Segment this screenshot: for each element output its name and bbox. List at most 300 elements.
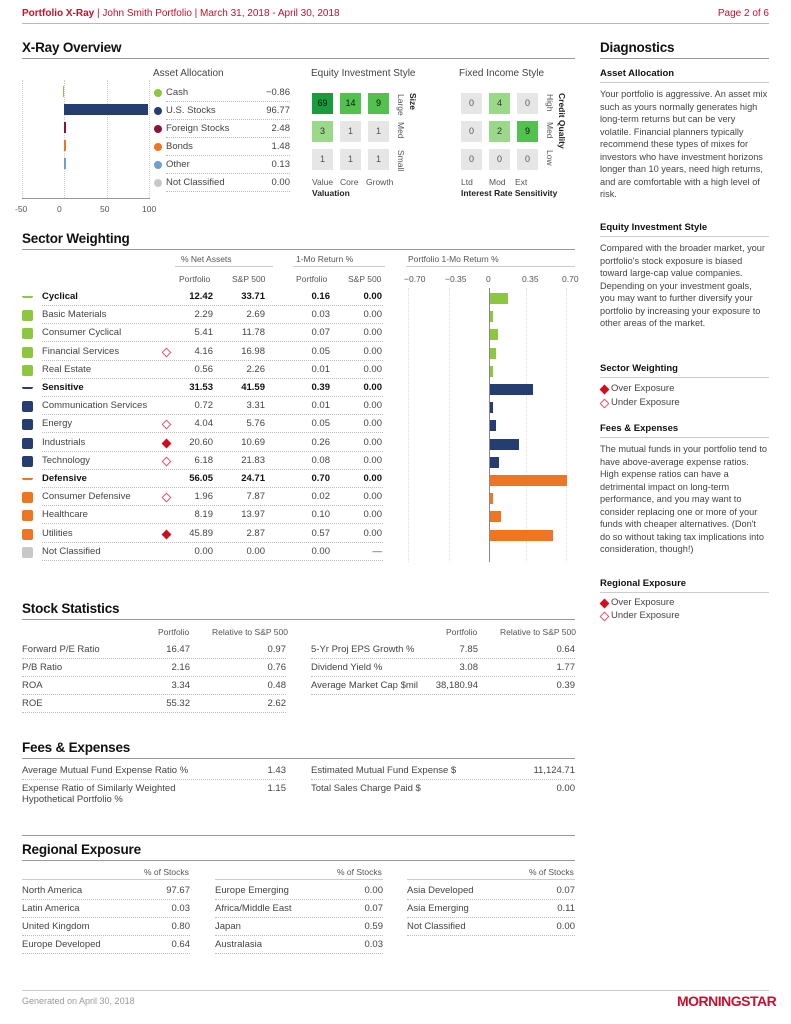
style-cell: 3 [312, 121, 333, 142]
sector-sp500: 11.78 [241, 327, 265, 339]
diagnostics-title: Diagnostics [600, 40, 675, 55]
aa-bar [64, 122, 66, 133]
sector-row-divider [42, 414, 383, 415]
sector-icon [22, 419, 33, 430]
sector-portfolio: 31.53 [189, 382, 213, 393]
style-col-label: Ext [515, 177, 528, 187]
reg-value: 0.07 [364, 903, 383, 914]
sector-tick-label: 0.70 [562, 274, 579, 284]
diag-regional-over: Over Exposure [611, 597, 675, 608]
sector-sp500: 41.59 [241, 382, 265, 393]
sector-sp500: 21.83 [241, 454, 265, 466]
ss-divider [311, 676, 575, 677]
reg-label: Latin America [22, 903, 80, 914]
diag-equity-heading: Equity Investment Style [600, 222, 708, 233]
sector-portfolio: 4.16 [194, 345, 213, 357]
diag-sector-over: Over Exposure [611, 383, 675, 394]
style-cell: 14 [340, 93, 361, 114]
reg-value: 0.03 [364, 939, 383, 950]
style-col-label: Ltd [461, 177, 473, 187]
style-cell: 2 [489, 121, 510, 142]
sector-label: Consumer Cyclical [42, 327, 122, 339]
sector-portfolio: 0.00 [194, 545, 213, 557]
style-cell: 0 [517, 93, 538, 114]
stock-rule [22, 619, 575, 620]
ss-col-relative: Relative to S&P 500 [212, 627, 288, 637]
aa-legend-divider [166, 173, 290, 174]
aa-grid-line [107, 80, 108, 198]
reg-label: Africa/Middle East [215, 903, 292, 914]
return-header: 1-Mo Return % [296, 254, 354, 264]
sector-label: Consumer Defensive [42, 491, 131, 503]
fee-sales-label: Total Sales Charge Paid $ [311, 783, 421, 794]
sector-portfolio: 6.18 [194, 454, 213, 466]
sector-return-portfolio: 0.57 [311, 527, 330, 539]
aa-grid-line [22, 80, 23, 198]
ss-relative: 0.64 [556, 644, 575, 655]
aa-legend-label: U.S. Stocks [166, 105, 216, 116]
reg-header-rule [215, 879, 383, 880]
style-cell: 0 [461, 93, 482, 114]
sector-return-bar [490, 457, 499, 468]
sector-return-portfolio: 0.07 [311, 327, 330, 339]
aa-grid-line [149, 80, 150, 198]
sector-label: Energy [42, 418, 73, 430]
sector-return-bar [490, 293, 508, 304]
style-cell: 9 [517, 121, 538, 142]
ss-label: ROA [22, 680, 43, 691]
aa-grid-line [64, 80, 65, 198]
fee-est-value: 11,124.71 [533, 765, 575, 776]
reg-label: Japan [215, 921, 241, 932]
sector-grid-line [526, 288, 527, 562]
sector-return-portfolio: 0.08 [311, 454, 330, 466]
sector-return-sp500: 0.00 [363, 436, 382, 448]
sector-sp500: 0.00 [246, 545, 265, 557]
ss-col-portfolio: Portfolio [158, 627, 190, 637]
aa-legend-value: 2.48 [271, 123, 290, 134]
col-portfolio-return: Portfolio [296, 274, 328, 284]
style-bottom-title: Interest Rate Sensitivity [461, 188, 558, 198]
aa-tick-label: 100 [142, 204, 157, 214]
style-cell: 1 [340, 121, 361, 142]
sector-return-bar [490, 439, 519, 450]
sector-label: Sensitive [42, 382, 84, 393]
style-cell: 1 [368, 121, 389, 142]
sector-row-divider [42, 469, 383, 470]
sector-return-sp500: 0.00 [363, 473, 382, 484]
sector-icon [22, 365, 33, 376]
sector-sp500: 16.98 [241, 345, 265, 357]
reg-value: 0.59 [364, 921, 383, 932]
legend-dot-icon [154, 161, 162, 169]
ss-relative: 0.97 [267, 644, 286, 655]
reg-divider [22, 953, 190, 954]
style-row-label: Small [396, 150, 406, 172]
style-cell: 1 [312, 149, 333, 170]
aa-legend-label: Foreign Stocks [166, 123, 230, 134]
reg-label: Europe Developed [22, 939, 101, 950]
sector-return-sp500: 0.00 [363, 509, 382, 521]
sector-grid-line [566, 288, 567, 562]
style-bottom-title: Valuation [312, 188, 350, 198]
style-cell: 1 [340, 149, 361, 170]
sector-weighting-title: Sector Weighting [22, 231, 130, 246]
style-side-title: Credit Quality [557, 93, 567, 149]
ss-label: Average Market Cap $mil [311, 680, 419, 691]
aa-legend-value: −0.86 [265, 87, 290, 98]
sector-icon [22, 456, 33, 467]
sector-return-bar [490, 530, 553, 541]
fees-rule [22, 758, 575, 759]
sector-grid-line [449, 288, 450, 562]
sector-row-divider [42, 341, 383, 342]
under-exposure-icon [162, 493, 172, 503]
ss-divider [311, 658, 575, 659]
sector-return-bar [490, 311, 493, 322]
fee-avg-label: Average Mutual Fund Expense Ratio % [22, 765, 189, 776]
style-row-label: Med [396, 122, 406, 139]
style-row-label: Large [396, 94, 406, 116]
style-cell: 9 [368, 93, 389, 114]
reg-header-rule [22, 879, 190, 880]
ss-divider [22, 676, 286, 677]
reg-label: United Kingdom [22, 921, 90, 932]
sector-icon [22, 529, 33, 540]
reg-value: 0.00 [364, 885, 383, 896]
aa-legend-value: 96.77 [266, 105, 290, 116]
sector-portfolio: 8.19 [194, 509, 213, 521]
sector-portfolio: 4.04 [194, 418, 213, 430]
reg-label: Asia Emerging [407, 903, 469, 914]
aa-tick-label: -50 [15, 204, 28, 214]
sector-return-bar [490, 329, 498, 340]
sector-portfolio: 56.05 [189, 473, 213, 484]
sector-return-bar [490, 420, 496, 431]
sector-icon [22, 510, 33, 521]
reg-divider [407, 935, 575, 936]
reg-label: North America [22, 885, 83, 896]
diag-regional-heading: Regional Exposure [600, 578, 687, 589]
ss-portfolio: 38,180.94 [435, 680, 478, 691]
report-subtitle: | John Smith Portfolio | March 31, 2018 - April 30, 2018 [94, 8, 340, 19]
sector-return-sp500: 0.00 [363, 400, 382, 412]
sector-return-sp500: 0.00 [363, 491, 382, 503]
style-col-label: Value [312, 177, 334, 187]
sector-label: Healthcare [42, 509, 88, 521]
sector-portfolio: 0.72 [194, 400, 213, 412]
sector-return-bar [490, 384, 533, 395]
under-exposure-icon [162, 347, 172, 357]
sector-row-divider [42, 396, 383, 397]
fee-avg-value: 1.43 [267, 765, 286, 776]
sector-sp500: 24.71 [241, 473, 265, 484]
col-portfolio: Portfolio [179, 274, 211, 284]
regional-rule [22, 860, 575, 861]
sector-sp500: 10.69 [241, 436, 265, 448]
ss-label: P/B Ratio [22, 662, 63, 673]
reg-value: 0.11 [557, 903, 575, 914]
ss-col-portfolio-r: Portfolio [446, 627, 478, 637]
sector-return-bar [490, 493, 493, 504]
reg-value: 0.64 [171, 939, 190, 950]
sector-return-portfolio: 0.70 [311, 473, 330, 484]
sector-return-sp500: 0.00 [363, 309, 382, 321]
fee-sales-value: 0.00 [556, 783, 575, 794]
sector-label: Technology [42, 454, 91, 466]
ss-relative: 1.77 [556, 662, 575, 673]
fee-hypo-label: Expense Ratio of Similarly Weighted Hypothetical Portfolio % [22, 783, 176, 805]
page-header [22, 8, 769, 24]
sector-portfolio: 45.89 [189, 527, 213, 539]
sector-row-divider [42, 378, 383, 379]
reg-divider [407, 899, 575, 900]
col-sp500-return: S&P 500 [348, 274, 382, 284]
sector-portfolio: 1.96 [194, 491, 213, 503]
reg-label: Australasia [215, 939, 262, 950]
sector-label: Basic Materials [42, 309, 107, 321]
style-cell: 0 [461, 121, 482, 142]
ss-label: ROE [22, 698, 43, 709]
sector-portfolio: 0.56 [194, 363, 213, 375]
sector-label: Not Classified [42, 545, 101, 557]
sector-row-divider [42, 505, 383, 506]
ss-divider [311, 694, 575, 695]
aa-legend-divider [166, 119, 290, 120]
style-row-label: Low [545, 150, 555, 166]
equity-style-title: Equity Investment Style [311, 68, 416, 79]
sector-tick-label: −0.70 [404, 274, 426, 284]
aa-legend-divider [166, 155, 290, 156]
legend-dot-icon [154, 107, 162, 115]
sector-tick-label: −0.35 [445, 274, 467, 284]
style-col-label: Core [340, 177, 359, 187]
reg-value: 0.03 [171, 903, 190, 914]
aa-bar [63, 86, 65, 97]
aa-legend-value: 1.48 [271, 141, 290, 152]
reg-header-rule [407, 879, 575, 880]
sector-return-sp500: 0.00 [363, 418, 382, 430]
reg-divider [215, 917, 383, 918]
sector-row-divider [42, 360, 383, 361]
reg-col-header: % of Stocks [337, 867, 382, 877]
sector-row-divider [42, 451, 383, 452]
sector-return-portfolio: 0.26 [311, 436, 330, 448]
sector-return-sp500: 0.00 [363, 527, 382, 539]
sector-portfolio: 2.29 [194, 309, 213, 321]
generated-date: Generated on April 30, 2018 [22, 996, 135, 1006]
sector-label: Financial Services [42, 345, 120, 357]
sector-sp500: 3.31 [246, 400, 265, 412]
under-exposure-icon [162, 456, 172, 466]
sector-sp500: 2.26 [246, 363, 265, 375]
ss-divider [22, 694, 286, 695]
diag-regional-under: Under Exposure [611, 610, 680, 621]
sector-label: Industrials [42, 436, 86, 448]
diag-asset-text: Your portfolio is aggressive. An asset mix such as yours normally generates high long-term returns but can be very volatile. Financial planners typically recommend these types of mixes for investors who have investment horizons longer than 10 years, need high returns, and are comfortable with a high level of risk. [600, 89, 768, 199]
legend-dot-icon [154, 89, 162, 97]
ss-portfolio: 3.34 [171, 680, 190, 691]
stock-statistics-title: Stock Statistics [22, 601, 120, 616]
col-sp500: S&P 500 [232, 274, 266, 284]
reg-divider [215, 935, 383, 936]
over-exposure-icon [162, 529, 172, 539]
asset-allocation-title: Asset Allocation [153, 68, 224, 79]
reg-value: 0.07 [556, 885, 575, 896]
legend-dot-icon [154, 143, 162, 151]
xray-rule [22, 58, 575, 59]
sector-return-bar [490, 348, 496, 359]
under-exposure-icon-2 [600, 612, 610, 622]
reg-col-header: % of Stocks [529, 867, 574, 877]
sector-return-bar [490, 366, 493, 377]
style-cell: 4 [489, 93, 510, 114]
ss-portfolio: 2.16 [171, 662, 190, 673]
sector-icon [22, 401, 33, 412]
reg-divider [215, 953, 383, 954]
aa-legend-value: 0.00 [271, 177, 290, 188]
morningstar-logo: MORNINGSTAR [677, 993, 777, 1009]
reg-label: Europe Emerging [215, 885, 289, 896]
sector-row-divider [42, 542, 383, 543]
reg-label: Asia Developed [407, 885, 474, 896]
under-exposure-icon [162, 420, 172, 430]
ss-relative: 2.62 [267, 698, 286, 709]
ss-relative: 0.76 [267, 662, 286, 673]
fee-hypo-value: 1.15 [267, 783, 286, 794]
over-exposure-icon [600, 385, 610, 395]
reg-divider [407, 917, 575, 918]
aa-legend-label: Not Classified [166, 177, 225, 188]
style-side-title: Size [408, 93, 418, 111]
style-cell: 0 [489, 149, 510, 170]
page-number: Page 2 of 6 [717, 8, 769, 19]
aa-bar [64, 140, 66, 151]
sector-row-divider [42, 487, 383, 488]
style-cell: 0 [461, 149, 482, 170]
chart-header: Portfolio 1-Mo Return % [408, 254, 499, 264]
legend-dot-icon [154, 125, 162, 133]
sector-return-portfolio: 0.05 [311, 418, 330, 430]
sector-label: Real Estate [42, 363, 92, 375]
sector-icon [22, 347, 33, 358]
diag-fees-heading: Fees & Expenses [600, 423, 679, 434]
aa-bar [64, 104, 148, 115]
sector-return-sp500: 0.00 [363, 291, 382, 302]
sector-row-divider [42, 305, 383, 306]
sector-row-divider [42, 323, 383, 324]
ss-portfolio: 16.47 [166, 644, 190, 655]
aa-legend-divider [166, 137, 290, 138]
sector-tick-label: 0.35 [522, 274, 539, 284]
sector-return-portfolio: 0.16 [311, 291, 330, 302]
reg-value: 0.80 [171, 921, 190, 932]
sector-return-sp500: 0.00 [363, 363, 382, 375]
ss-label: Dividend Yield % [311, 662, 383, 673]
aa-legend-label: Cash [166, 87, 189, 98]
sector-icon [22, 492, 33, 503]
ss-relative: 0.39 [556, 680, 575, 691]
sector-return-sp500: 0.00 [363, 327, 382, 339]
aa-legend-divider [166, 101, 290, 102]
aa-legend-value: 0.13 [271, 159, 290, 170]
aa-tick-label: 50 [100, 204, 110, 214]
style-cell: 69 [312, 93, 333, 114]
legend-dot-icon [154, 179, 162, 187]
reg-value: 97.67 [166, 885, 190, 896]
diag-asset-heading: Asset Allocation [600, 68, 675, 79]
sector-sp500: 33.71 [241, 291, 265, 302]
sector-return-portfolio: 0.00 [311, 545, 330, 557]
style-cell: 0 [517, 149, 538, 170]
sector-row-divider [42, 560, 383, 561]
ss-relative: 0.48 [267, 680, 286, 691]
sector-sp500: 2.69 [246, 309, 265, 321]
sector-return-sp500: 0.00 [363, 454, 382, 466]
sector-icon [22, 547, 33, 558]
reg-divider [22, 899, 190, 900]
aa-legend-divider [166, 191, 290, 192]
category-arrow-icon [22, 292, 33, 298]
style-cell: 1 [368, 149, 389, 170]
style-col-label: Mod [489, 177, 506, 187]
aa-axis [22, 198, 150, 199]
ss-divider [22, 712, 286, 713]
aa-tick-label: 0 [57, 204, 62, 214]
category-arrow-icon [22, 383, 33, 389]
sector-portfolio: 12.42 [189, 291, 213, 302]
aa-bar [64, 158, 66, 169]
sector-row-divider [42, 432, 383, 433]
sector-grid-line [408, 288, 409, 562]
sector-label: Utilities [42, 527, 73, 539]
sector-return-sp500: — [372, 545, 382, 557]
xray-overview-title: X-Ray Overview [22, 40, 122, 55]
ss-portfolio: 7.85 [459, 644, 478, 655]
diag-fees-text: The mutual funds in your portfolio tend to have above-average expense ratios. High expense ratios can have a detrimental impact on long-term performance, and you may want to consider replacing one or more of your funds with cheaper alternatives. (Don't do so without taking tax implications into consideration, though!) [600, 444, 768, 554]
category-arrow-icon [22, 474, 33, 480]
sector-row-divider [42, 523, 383, 524]
sector-portfolio: 20.60 [189, 436, 213, 448]
sector-return-bar [490, 475, 567, 486]
reg-value: 0.00 [556, 921, 575, 932]
diag-sector-under: Under Exposure [611, 397, 680, 408]
sector-sp500: 13.97 [241, 509, 265, 521]
fixed-income-style-title: Fixed Income Style [459, 68, 545, 79]
ss-divider [22, 658, 286, 659]
sector-icon [22, 310, 33, 321]
style-row-label: High [545, 94, 555, 112]
report-title: Portfolio X-Ray [22, 8, 95, 19]
sector-return-portfolio: 0.10 [311, 509, 330, 521]
sector-return-portfolio: 0.39 [311, 382, 330, 393]
sector-return-bar [490, 511, 501, 522]
ss-portfolio: 3.08 [459, 662, 478, 673]
ss-portfolio: 55.32 [166, 698, 190, 709]
style-col-label: Growth [366, 177, 394, 187]
sector-return-portfolio: 0.02 [311, 491, 330, 503]
sector-icon [22, 328, 33, 339]
sector-return-portfolio: 0.03 [311, 309, 330, 321]
sector-sp500: 7.87 [246, 491, 265, 503]
sector-label: Cyclical [42, 291, 78, 302]
sector-rule [22, 249, 575, 250]
diag-sector-heading: Sector Weighting [600, 363, 678, 374]
ss-label: 5-Yr Proj EPS Growth % [311, 644, 415, 655]
aa-legend-label: Other [166, 159, 190, 170]
over-exposure-icon-2 [600, 599, 610, 609]
sector-sp500: 2.87 [246, 527, 265, 539]
